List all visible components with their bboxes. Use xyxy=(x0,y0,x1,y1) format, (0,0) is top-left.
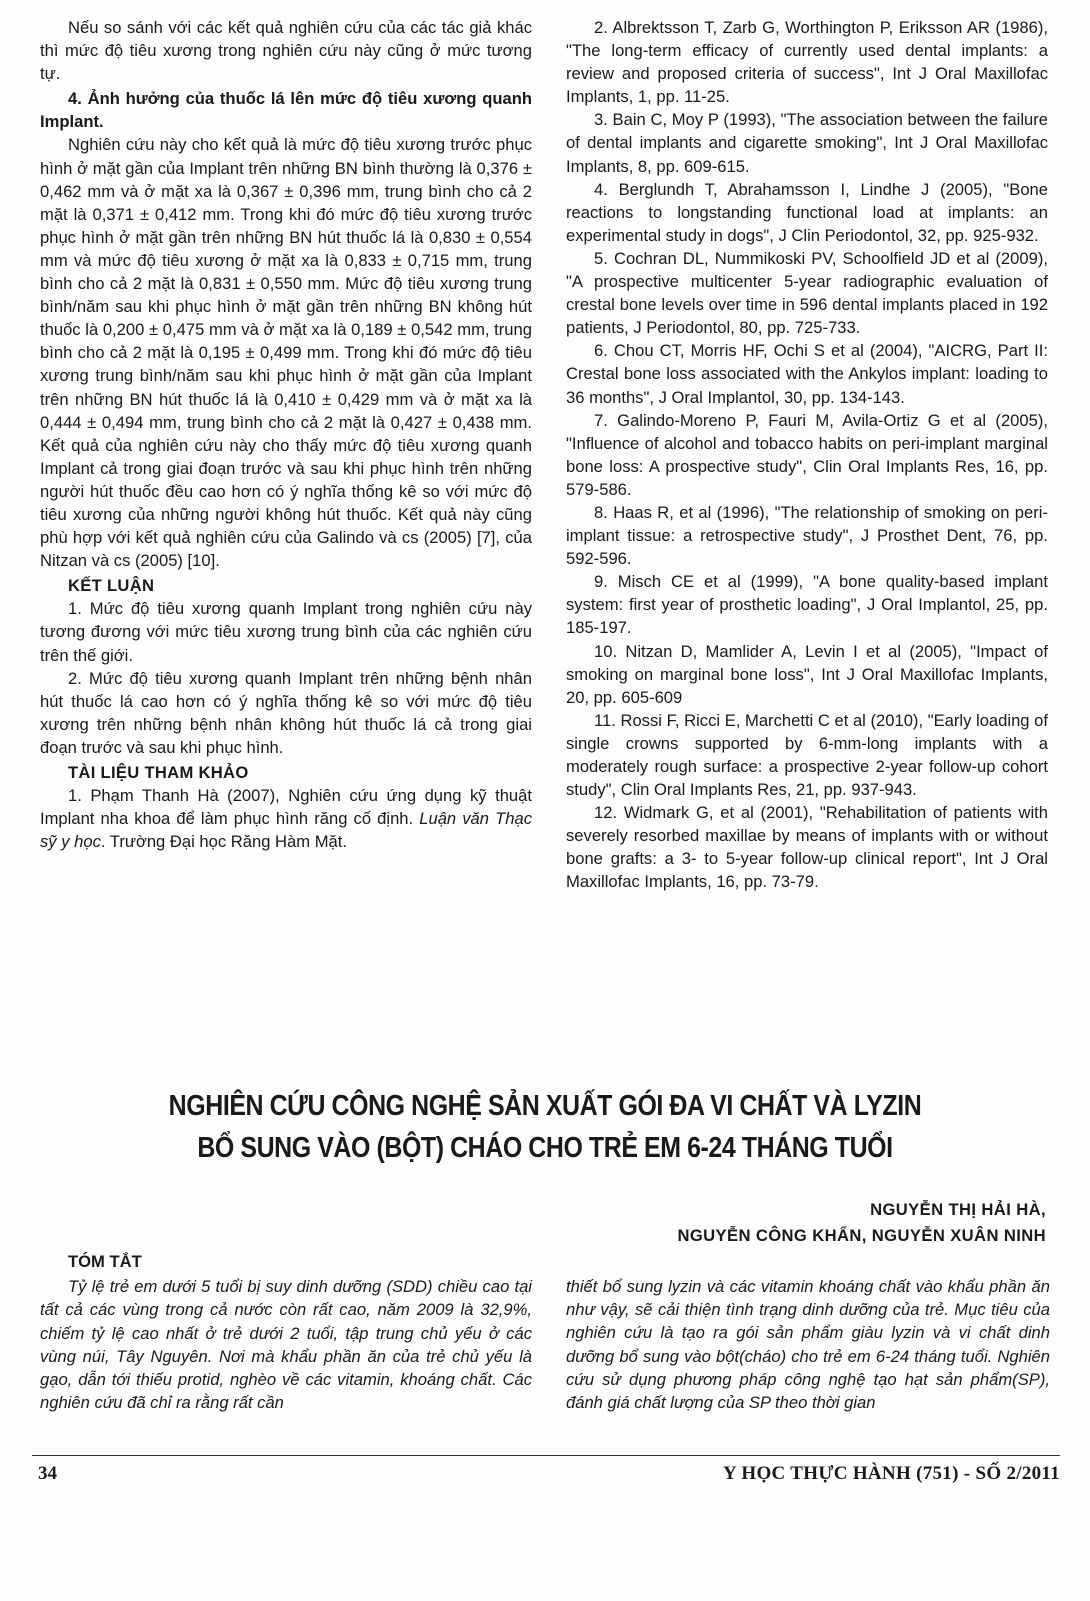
conclusion-item: 1. Mức độ tiêu xương quanh Implant trong nghiên cứu này tương đương với mức tiêu xương trung bình của các nghiên cứu trên thế giới. xyxy=(40,599,532,665)
journal-footer: Y HỌC THỰC HÀNH (751) - SỐ 2/2011 xyxy=(723,1463,1060,1484)
reference-item: 8. Haas R, et al (1996), "The relationship of smoking on peri-implant tissue: a retrospective study", J Prosthet Dent, 76, pp. 592-596. xyxy=(566,502,1048,569)
abstract-text: Tỷ lệ trẻ em dưới 5 tuổi bị suy dinh dưỡng (SDD) chiều cao tại tất cả các vùng trong cả nước còn rất cao, năm 2009 là 32,9%, chiếm tỷ lệ cao nhất ở trẻ dưới 2 tuổi, tập trung chủ yếu ở các vùng núi, Tây Nguyên. Nơi mà khẩu phần ăn của trẻ chủ yếu là gạo, dẫn tới thiếu protid, nghèo về các vitamin, khoáng chất. Các nghiên cứu đã chỉ ra rằng rất cần xyxy=(40,1277,532,1413)
reference-tail: . Trường Đại học Răng Hàm Mặt. xyxy=(100,832,347,852)
reference-item: 2. Albrektsson T, Zarb G, Worthington P, Eriksson AR (1986), "The long-term efficacy of currently used dental implants: a review and proposed criteria of success", Int J Oral Maxillofac Implants, 1, pp. 11-25. xyxy=(566,18,1048,107)
paragraph: Nếu so sánh với các kết quả nghiên cứu của các tác giả khác thì mức độ tiêu xương trong nghiên cứu này cũng ở mức tương tự. xyxy=(40,18,532,84)
reference-item: 9. Misch CE et al (1999), "A bone quality-based implant system: first year of prosthetic loading", J Oral Implantol, 25, pp. 185-197. xyxy=(566,572,1048,638)
abstract-right-column xyxy=(566,1275,1050,1414)
reference-text: 1. Phạm Thanh Hà (2007), Nghiên cứu ứng dụng kỹ thuật Implant nha khoa để làm phục hình răng cố định. xyxy=(40,786,532,829)
article-title xyxy=(128,1085,962,1169)
abstract-left-column xyxy=(40,1250,532,1414)
author-line: NGUYỄN CÔNG KHẨN, NGUYỄN XUÂN NINH xyxy=(677,1226,1046,1245)
footer-divider xyxy=(32,1455,1060,1456)
reference-item: 11. Rossi F, Ricci E, Marchetti C et al (2010), "Early loading of single crowns supported by 6-mm-long implants with a moderately rough surface: a prospective 2-year follow-up cohort study", Clin Oral Implants Res, 21, pp. 937-943. xyxy=(566,710,1048,800)
reference-item xyxy=(40,784,532,853)
article-title-line: BỔ SUNG VÀO (BỘT) CHÁO CHO TRẺ EM 6-24 THÁNG TUỔI xyxy=(197,1132,893,1164)
reference-italic: Luận văn Thạc sỹ y học xyxy=(40,809,533,852)
right-column xyxy=(566,16,1048,894)
section-heading: 4. Ảnh hưởng của thuốc lá lên mức độ tiêu xương quanh Implant. xyxy=(40,89,532,132)
reference-item: 5. Cochran DL, Nummikoski PV, Schoolfield JD et al (2009), "A prospective multicenter 5-year radiographic evaluation of crestal bone levels over time in 596 dental implants placed in 192 patients, J Periodontol, 80, pp. 725-733. xyxy=(566,248,1048,338)
reference-item: 3. Bain C, Moy P (1993), "The association between the failure of dental implants and cigarette smoking", Int J Oral Maxillofac Implants, 8, pp. 609-615. xyxy=(566,110,1048,176)
reference-item: 7. Galindo-Moreno P, Fauri M, Avila-Ortiz G et al (2005), "Influence of alcohol and tobacco habits on peri-implant marginal bone loss: A prospective study", Clin Oral Implants Res, 16, pp. 579-586. xyxy=(566,410,1048,499)
references-heading: TÀI LIỆU THAM KHẢO xyxy=(68,763,249,782)
reference-item: 4. Berglundh T, Abrahamsson I, Lindhe J (2005), "Bone reactions to longstanding functional load at implants: an experimental study in dogs", J Clin Periodontol, 32, pp. 925-932. xyxy=(566,179,1048,245)
paragraph: Nghiên cứu này cho kết quả là mức độ tiêu xương trước phục hình ở mặt gần của Implant trên những BN bình thường là 0,376 ± 0,462 mm và ở mặt xa là 0,367 ± 0,396 mm, trung bình cho cả 2 mặt là 0,371 ± 0,412 mm. Trong khi đó mức độ tiêu xương trước phục hình ở mặt gần trên những BN hút thuốc lá là 0,830 ± 0,554 mm và mức độ tiêu xương ở mặt xa là 0,833 ± 0,715 mm, trung bình cho cả 2 mặt là 0,831 ± 0,550 mm. Mức độ tiêu xương trung bình/năm sau khi phục hình ở mặt gần trên những BN không hút thuốc là 0,200 ± 0,475 mm và ở mặt xa là 0,189 ± 0,542 mm, trung bình cho cả 2 mặt là 0,195 ± 0,499 mm. Trong khi đó mức độ tiêu xương trung bình/năm sau khi phục hình ở mặt gần của Implant trên những BN hút thuốc lá là 0,410 ± 0,429 mm và ở mặt xa là 0,444 ± 0,494 mm, trung bình cho cả 2 mặt là 0,427 ± 0,438 mm. Kết quả của nghiên cứu này cho thấy mức độ tiêu xương quanh Implant cả trong giai đoạn trước và sau khi phục hình trên những người hút thuốc đều cao hơn có ý nghĩa thống kê so với mức độ tiêu xương của những người không hút thuốc. Kết quả này cũng phù hợp với kết quả nghiên cứu của Galindo và cs (2005) [7], của Nitzan và cs (2005) [10]. xyxy=(40,135,532,571)
conclusion-heading: KẾT LUẬN xyxy=(68,576,155,596)
reference-item: 6. Chou CT, Morris HF, Ochi S et al (2004), "AICRG, Part II: Crestal bone loss associated with the Ankylos implant: loading to 36 months", J Oral Implantol, 30, pp. 134-143. xyxy=(566,341,1048,407)
article-title-line: NGHIÊN CỨU CÔNG NGHỆ SẢN XUẤT GÓI ĐA VI CHẤT VÀ LYZIN xyxy=(168,1090,922,1122)
reference-item: 10. Nitzan D, Mamlider A, Levin I et al (2005), "Impact of smoking on marginal bone loss", Int J Oral Maxillofac Implants, 20, pp. 605-609 xyxy=(566,641,1048,707)
left-column xyxy=(40,16,532,853)
abstract-text: thiết bổ sung lyzin và các vitamin khoáng chất vào khẩu phần ăn như vậy, sẽ cải thiện tình trạng dinh dưỡng của trẻ. Mục tiêu của nghiên cứu là tạo ra gói sản phẩm giàu lyzin và vi chất dinh dưỡng bổ sung vào bột(cháo) cho trẻ em 6-24 tháng tuổi. Nghiên cứu sử dụng phương pháp công nghệ tạo hạt sản phẩm(SP), đánh giá chất lượng của SP theo thời gian xyxy=(566,1277,1050,1413)
page-number: 34 xyxy=(38,1463,57,1484)
author-line: NGUYỄN THỊ HẢI HÀ, xyxy=(870,1200,1046,1219)
conclusion-item: 2. Mức độ tiêu xương quanh Implant trên những bệnh nhân hút thuốc lá cao hơn có ý nghĩa thống kê so với mức độ tiêu xương trên những bệnh nhân không hút thuốc lá cả trong giai đoạn trước và sau khi phục hình. xyxy=(40,668,532,757)
reference-item: 12. Widmark G, et al (2001), "Rehabilitation of patients with severely resorbed maxillae by means of implants with or without bone grafts: a 3- to 5-year follow-up clinical report", Int J Oral Maxillofac Implants, 16, pp. 73-79. xyxy=(566,803,1048,892)
authors xyxy=(677,1197,1046,1249)
abstract-heading: TÓM TẮT xyxy=(68,1252,142,1271)
